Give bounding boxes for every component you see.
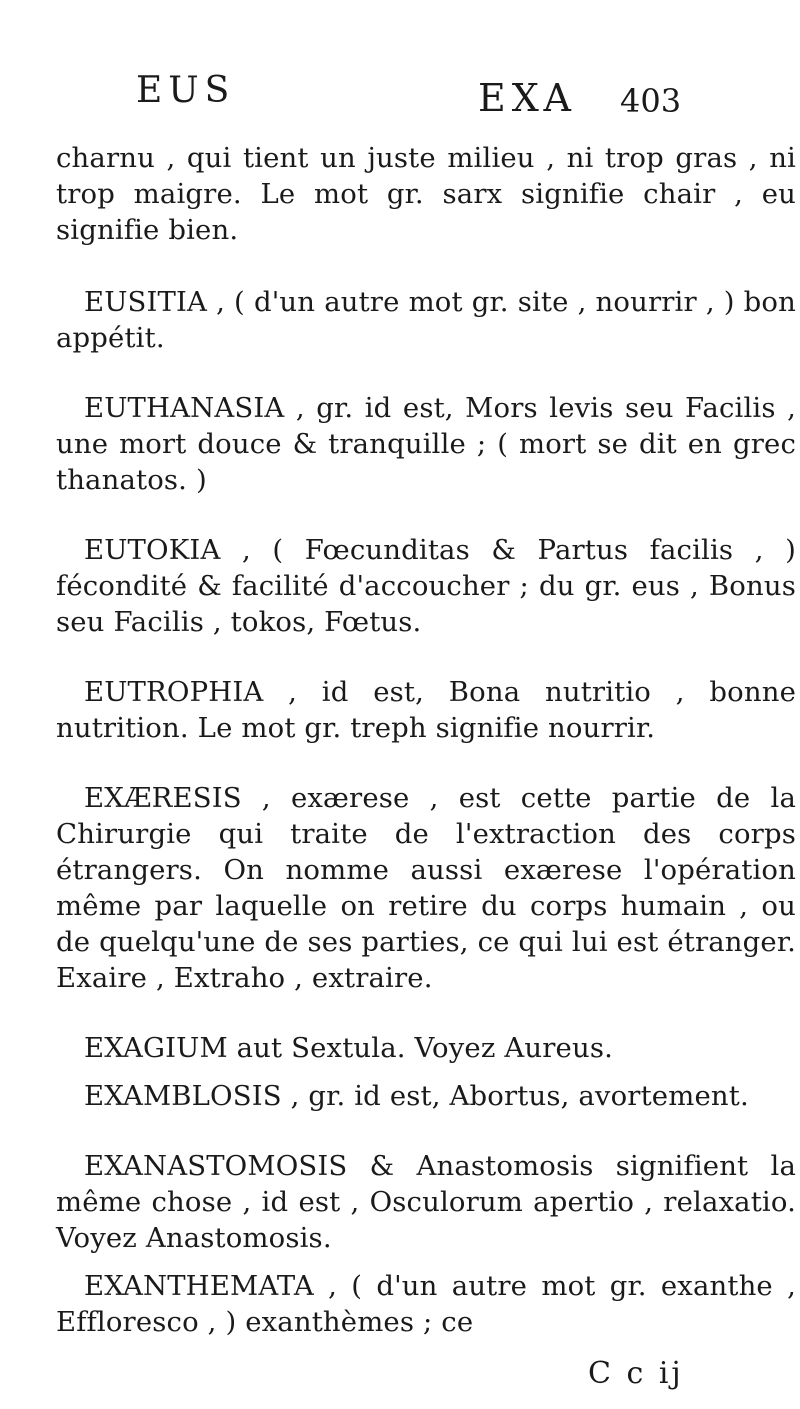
dictionary-body bbox=[56, 140, 796, 1374]
page-number: 403 bbox=[620, 82, 682, 120]
header-right-word: EXA bbox=[478, 76, 577, 120]
entry-examblosis: EXAMBLOSIS , gr. id est, Abortus, avortement. bbox=[84, 1080, 749, 1112]
entry-eutrophia: EUTROPHIA , id est, Bona nutritio , bonne nutrition. Le mot gr. treph signifie nourrir. bbox=[56, 676, 796, 744]
running-header bbox=[110, 70, 800, 130]
entry-exaeresis: EXÆRESIS , exærese , est cette partie de la Chirurgie qui traite de l'extraction des corps étrangers. On nomme aussi exærese l'opération même par laquelle on retire du corps humain , ou de quelqu'une de ses parties, ce qui lui est étranger. Exaire , Extraho , extraire. bbox=[56, 782, 796, 994]
entry-euthanasia: EUTHANASIA , gr. id est, Mors levis seu Facilis , une mort douce & tranquille ; ( mort se dit en grec thanatos. ) bbox=[56, 392, 796, 496]
header-left-word: EUS bbox=[136, 70, 236, 111]
signature-mark: C c ij bbox=[588, 1356, 684, 1391]
entry-eusitia: EUSITIA , ( d'un autre mot gr. site , nourrir , ) bon appétit. bbox=[56, 286, 796, 354]
entry-continuation: charnu , qui tient un juste milieu , ni trop gras , ni trop maigre. Le mot gr. sarx signifie chair , eu signifie bien. bbox=[56, 142, 796, 246]
entry-exanastomosis: EXANASTOMOSIS & Anastomosis signifient la même chose , id est , Osculorum apertio , relaxatio. Voyez Anastomosis. bbox=[56, 1150, 796, 1254]
entry-eutokia: EUTOKIA , ( Fœcunditas & Partus facilis , ) fécondité & facilité d'accoucher ; du gr. eus , Bonus seu Facilis , tokos, Fœtus. bbox=[56, 534, 796, 638]
entry-exanthemata: EXANTHEMATA , ( d'un autre mot gr. exanthe , Effloresco , ) exanthèmes ; ce bbox=[56, 1270, 796, 1338]
entry-exagium: EXAGIUM aut Sextula. Voyez Aureus. bbox=[84, 1032, 613, 1064]
